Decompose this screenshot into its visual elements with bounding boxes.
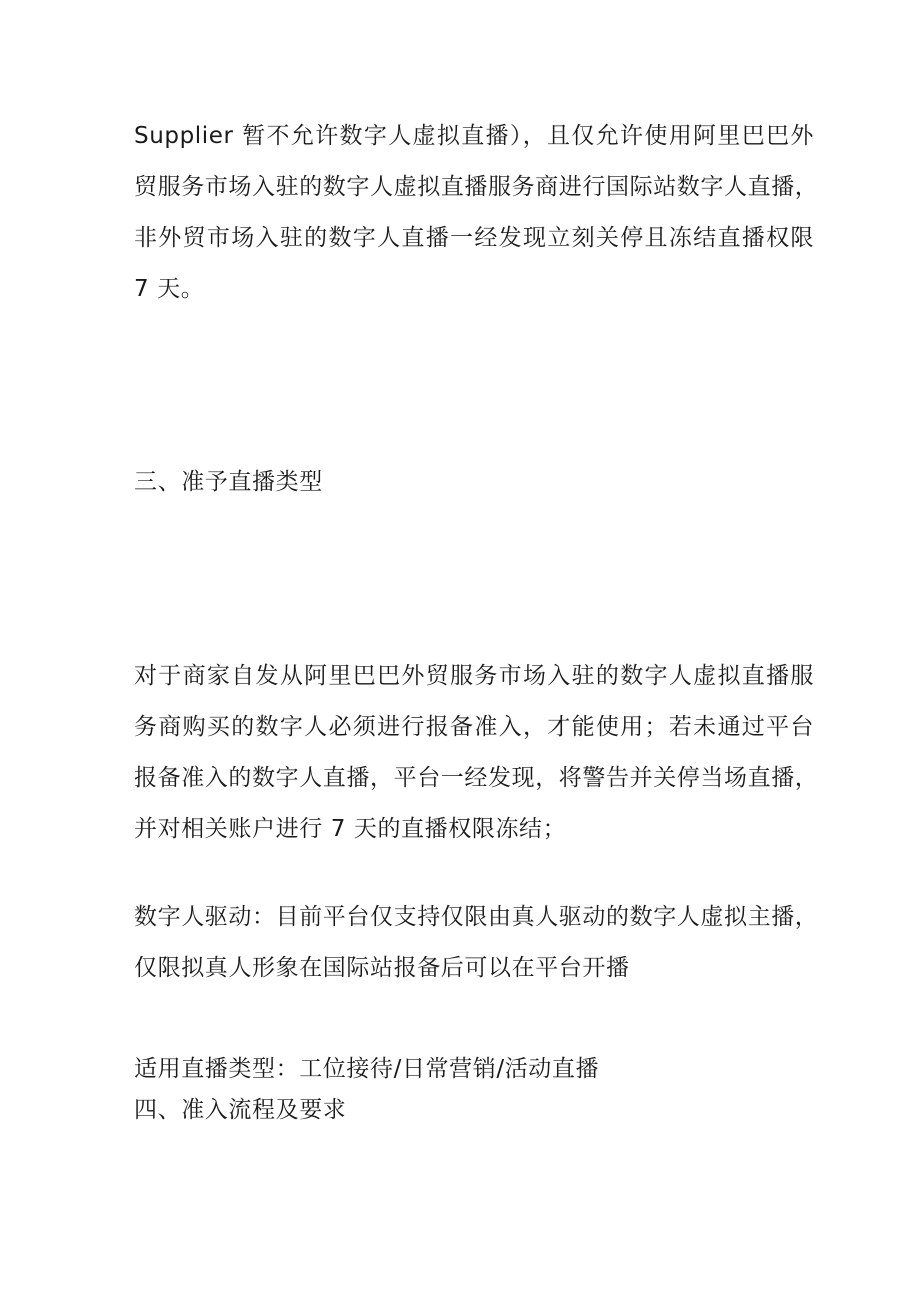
section-heading-admission-process: 四、准入流程及要求 xyxy=(134,1097,347,1123)
paragraph-line: 非外贸市场入驻的数字人直播一经发现立刻关停且冻结直播权限 xyxy=(134,225,814,251)
section-heading-allowed-live-types: 三、准予直播类型 xyxy=(134,469,323,495)
paragraph-applicable-live-types: 适用直播类型：工位接待/日常营销/活动直播 xyxy=(134,1056,600,1082)
paragraph-line: 报备准入的数字人直播，平台一经发现，将警告并关停当场直播， xyxy=(134,765,819,791)
paragraph-registration-requirement xyxy=(134,651,819,855)
paragraph-line: 数字人驱动：目前平台仅支持仅限由真人驱动的数字人虚拟主播， xyxy=(134,904,819,930)
paragraph-digital-human-driver xyxy=(134,892,819,994)
paragraph-line: 并对相关账户进行 7 天的直播权限冻结； xyxy=(134,816,567,842)
paragraph-line: 仅限拟真人形象在国际站报备后可以在平台开播 xyxy=(134,955,630,981)
paragraph-line: 对于商家自发从阿里巴巴外贸服务市场入驻的数字人虚拟直播服 xyxy=(134,663,814,689)
paragraph-live-restriction xyxy=(134,111,819,315)
paragraph-line: 务商购买的数字人必须进行报备准入，才能使用；若未通过平台 xyxy=(134,714,814,740)
paragraph-line: Supplier 暂不允许数字人虚拟直播），且仅允许使用阿里巴巴外 xyxy=(134,123,814,149)
paragraph-line: 贸服务市场入驻的数字人虚拟直播服务商进行国际站数字人直播， xyxy=(134,174,819,200)
paragraph-line: 7 天。 xyxy=(134,276,205,302)
